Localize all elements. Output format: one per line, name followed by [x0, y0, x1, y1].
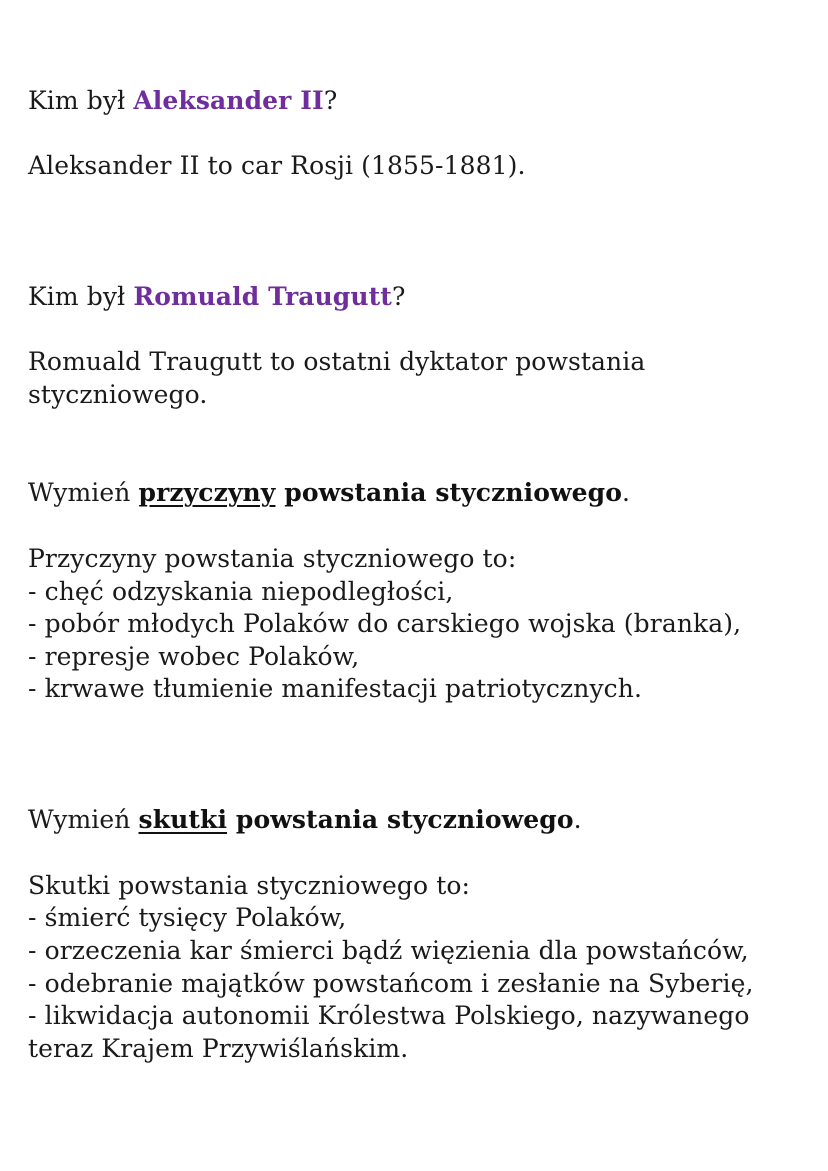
underlined-keyword: przyczyny — [138, 478, 276, 507]
bold-topic: powstania styczniowego — [227, 805, 574, 834]
list-item-continuation: teraz Krajem Przywiślańskim. — [28, 1034, 409, 1063]
answer-aleksander: Aleksander II to car Rosji (1855-1881). — [28, 151, 526, 180]
question-traugutt — [28, 280, 405, 313]
question-skutki — [28, 803, 582, 836]
question-prefix: Kim był — [28, 86, 134, 115]
list-item: - represje wobec Polaków, — [28, 642, 360, 671]
question-suffix: ? — [323, 86, 338, 115]
question-aleksander — [28, 84, 337, 117]
question-suffix: . — [622, 478, 631, 507]
underlined-keyword: skutki — [138, 805, 228, 834]
highlighted-name: Romuald Traugutt — [133, 282, 392, 311]
question-przyczyny — [28, 476, 630, 509]
list-item: - śmierć tysięcy Polaków, — [28, 903, 347, 932]
list-item: - likwidacja autonomii Królestwa Polskiego, nazywanego — [28, 1001, 750, 1030]
bold-topic: powstania styczniowego — [275, 478, 623, 507]
answer-traugutt-line: Romuald Traugutt to ostatni dyktator powstania — [28, 347, 646, 376]
question-suffix: ? — [391, 282, 406, 311]
question-suffix: . — [573, 805, 582, 834]
list-item: - orzeczenia kar śmierci bądź więzienia dla powstańców, — [28, 936, 749, 965]
answer-intro: Skutki powstania styczniowego to: — [28, 871, 471, 900]
list-item: - odebranie majątków powstańcom i zesłanie na Syberię, — [28, 969, 754, 998]
answer-intro: Przyczyny powstania styczniowego to: — [28, 544, 517, 573]
question-prefix: Kim był — [28, 282, 134, 311]
list-item: - chęć odzyskania niepodległości, — [28, 577, 454, 606]
list-item: - krwawe tłumienie manifestacji patriotycznych. — [28, 674, 643, 703]
question-prefix: Wymień — [28, 805, 139, 834]
highlighted-name: Aleksander II — [133, 86, 324, 115]
list-item: - pobór młodych Polaków do carskiego wojska (branka), — [28, 609, 742, 638]
answer-traugutt-line: styczniowego. — [28, 380, 208, 409]
question-prefix: Wymień — [28, 478, 139, 507]
